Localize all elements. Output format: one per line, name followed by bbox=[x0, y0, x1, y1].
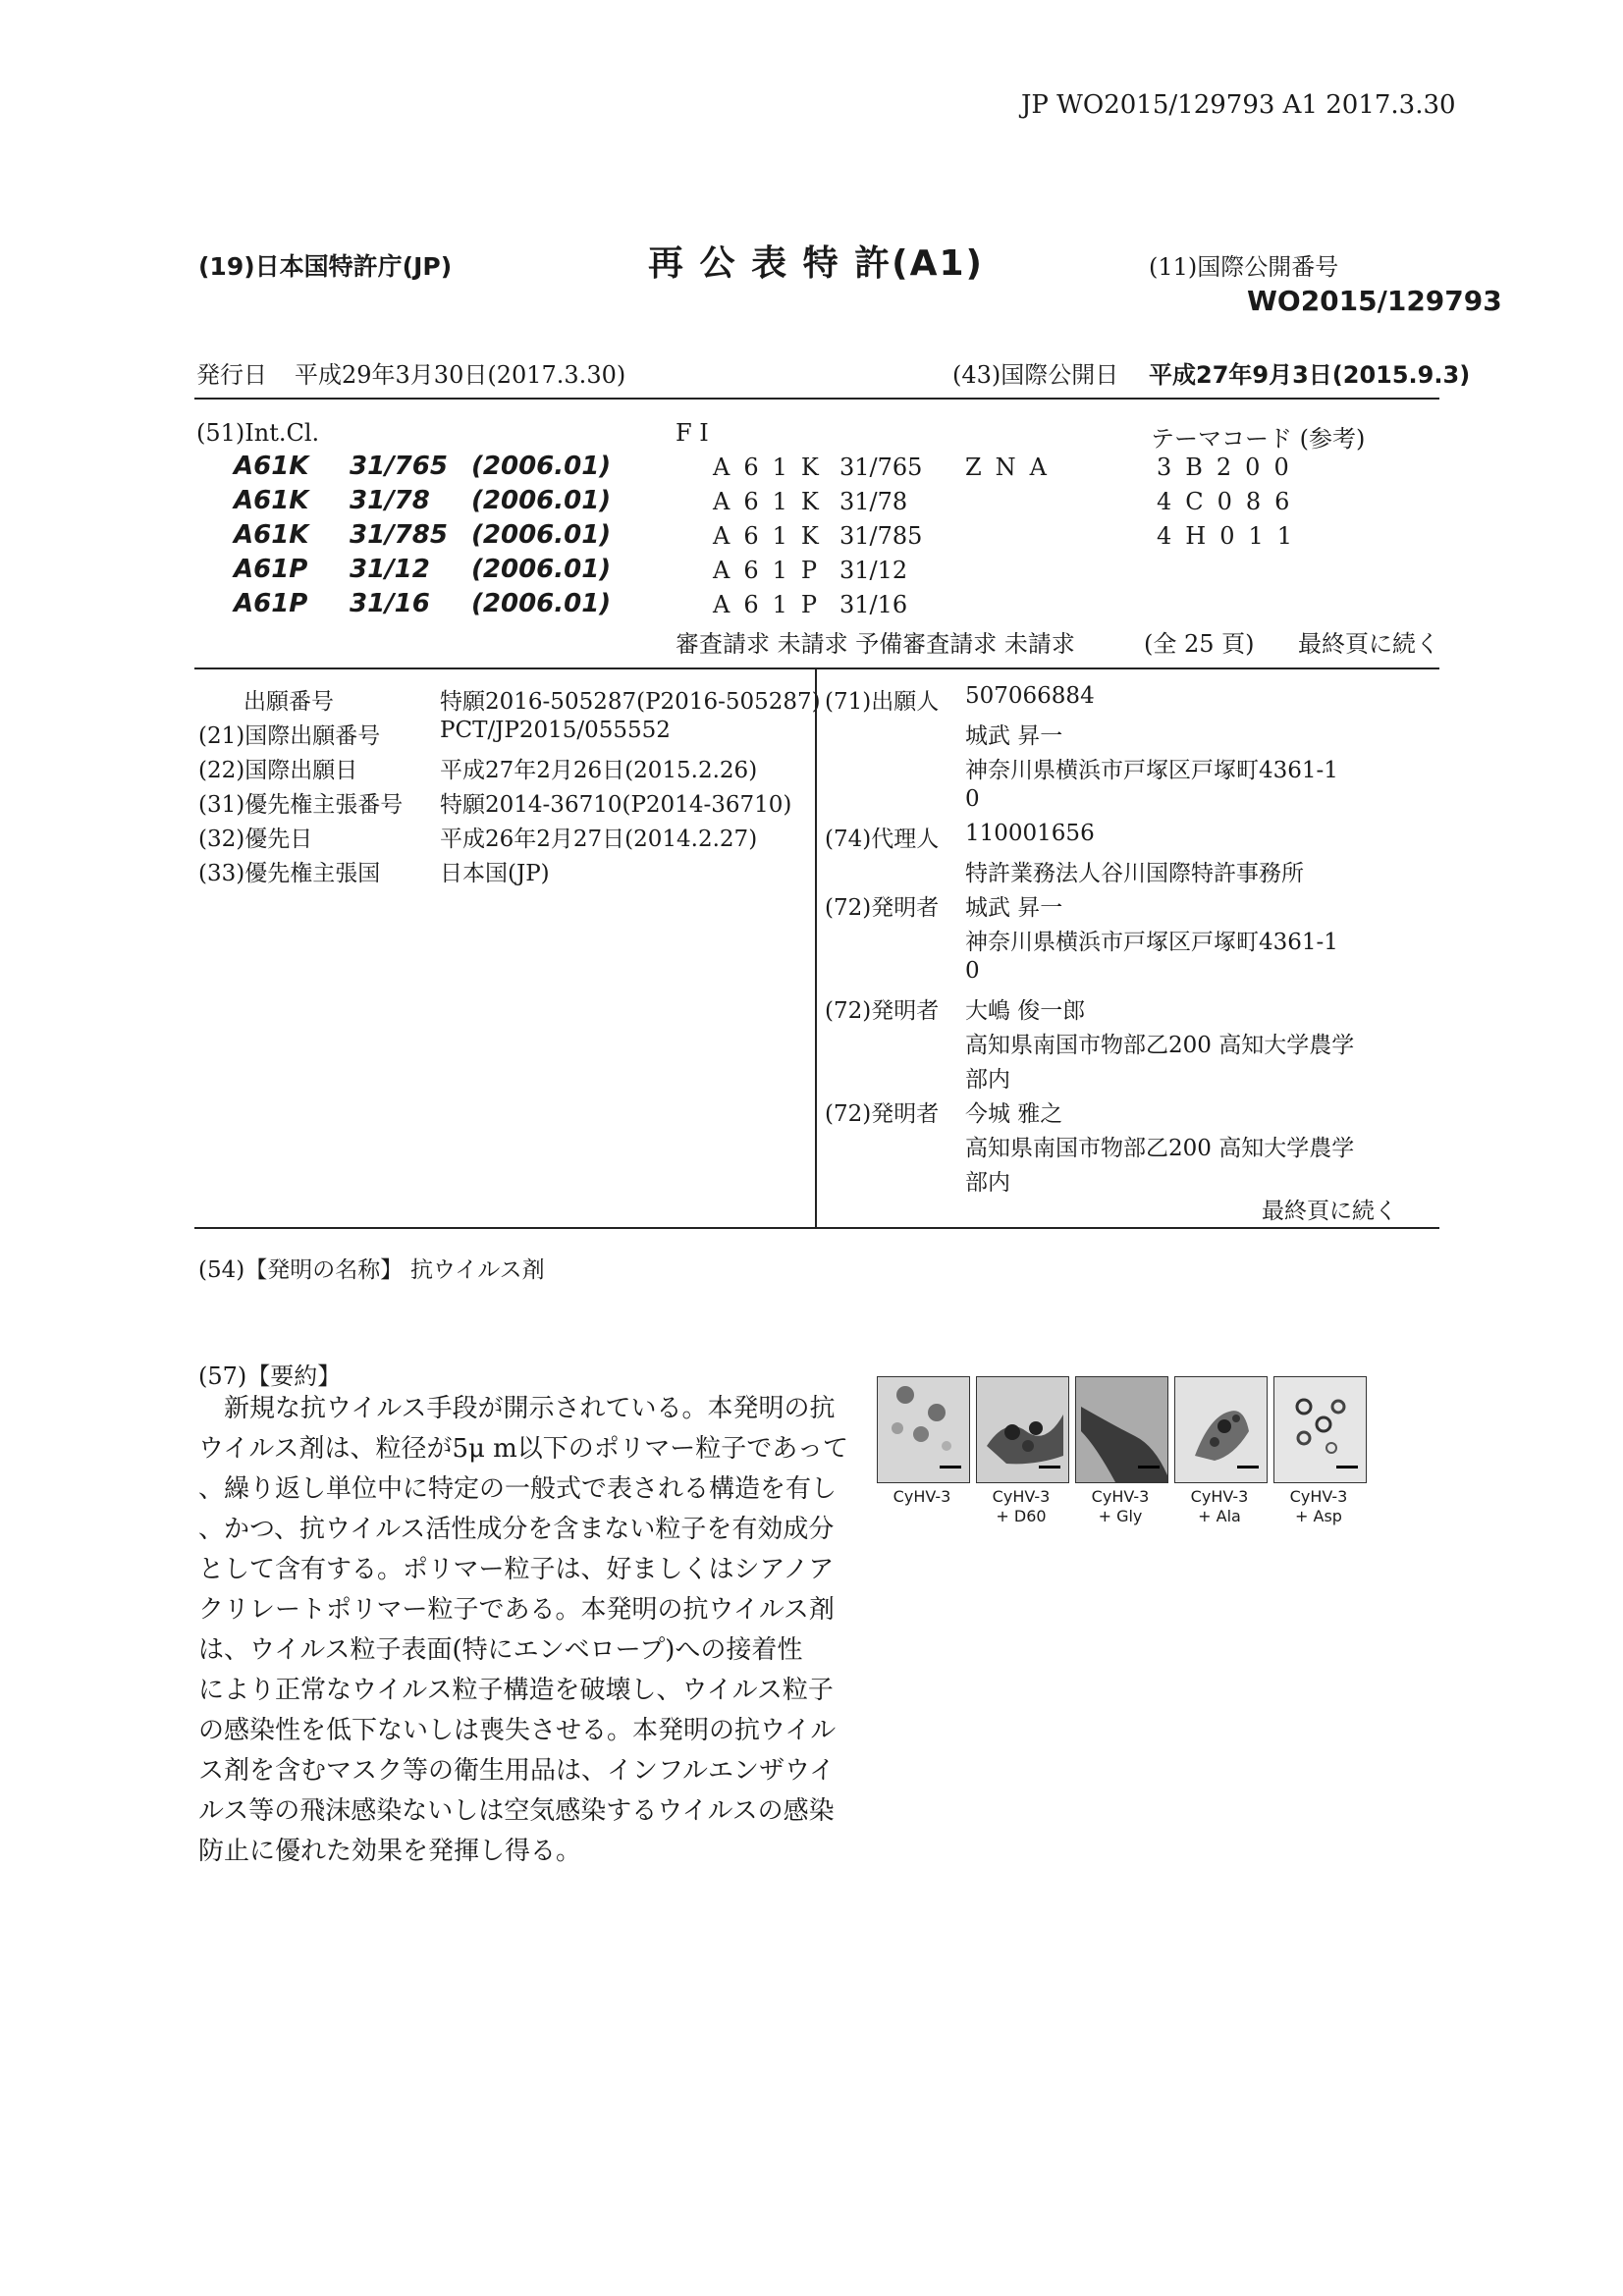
fi-label: F I bbox=[676, 419, 709, 447]
classification-rule bbox=[194, 667, 1439, 669]
publication-number: WO2015/129793 bbox=[1247, 285, 1502, 317]
micrograph-panel bbox=[1273, 1376, 1367, 1483]
invention-title: 抗ウイルス剤 bbox=[410, 1257, 545, 1283]
figure-caption: CyHV-3 + Gly bbox=[1091, 1487, 1150, 1525]
intl-pub-date-label: (43)国際公開日 bbox=[952, 361, 1119, 389]
column-divider bbox=[815, 667, 817, 1227]
continued-note: 最終頁に続く bbox=[1262, 1199, 1397, 1224]
issue-date: 平成29年3月30日(2017.3.30) bbox=[295, 361, 626, 389]
examination-status: 審査請求 未請求 予備審査請求 未請求 bbox=[676, 630, 1075, 658]
abstract-label: (57)【要約】 bbox=[198, 1362, 342, 1390]
bibliographic-rule bbox=[194, 1227, 1439, 1229]
micrograph-panel bbox=[1174, 1376, 1268, 1483]
int-cl-label: (51)Int.Cl. bbox=[196, 419, 320, 447]
figure-caption: CyHV-3 + D60 bbox=[992, 1487, 1051, 1525]
page-count: (全 25 頁) bbox=[1144, 630, 1255, 658]
micrograph-panel bbox=[877, 1376, 970, 1483]
theme-code-label: テーマコード (参考) bbox=[1151, 425, 1366, 453]
patent-office: (19)日本国特許庁(JP) bbox=[198, 252, 453, 281]
micrograph-panel bbox=[976, 1376, 1069, 1483]
issue-date-label: 発行日 bbox=[196, 361, 267, 389]
document-title: 再 公 表 特 許(A1) bbox=[648, 243, 984, 284]
continued-note: 最終頁に続く bbox=[1298, 630, 1439, 658]
invention-title-label: (54)【発明の名称】 bbox=[198, 1257, 404, 1283]
micrograph-panel bbox=[1075, 1376, 1168, 1483]
publication-number-label: (11)国際公開番号 bbox=[1149, 253, 1339, 281]
figure-caption: CyHV-3 bbox=[893, 1487, 951, 1506]
intl-pub-date: 平成27年9月3日(2015.9.3) bbox=[1149, 361, 1471, 389]
abstract-text: 新規な抗ウイルス手段が開示されている。本発明の抗 ウイルス剤は、粒径が5μ m以下のポリマー粒子であって 、繰り返し単位中に特定の一般式で表される構造を有し 、かつ、抗ウイルス活性成分を含まない粒子を有効成分 として含有する。ポリマー粒子は、好ましくはシアノア クリレートポリマー粒子である。本発明の抗ウイルス剤 は、ウイルス粒子表面(特にエンベロープ)への接着性 により正常なウイルス粒子構造を破壊し、ウイルス粒子 の感染性を低下ないしは喪失させる。本発明の抗ウイル ス剤を含むマスク等の衛生用品は、インフルエンザウイ ルス等の飛沫感染ないしは空気感染するウイルスの感染 防止に優れた効果を発揮し得る。 bbox=[198, 1394, 849, 1866]
header-rule bbox=[194, 398, 1439, 400]
figure-caption: CyHV-3 + Asp bbox=[1289, 1487, 1348, 1525]
document-number: JP WO2015/129793 A1 2017.3.30 bbox=[1021, 90, 1456, 120]
figure-caption: CyHV-3 + Ala bbox=[1190, 1487, 1249, 1525]
